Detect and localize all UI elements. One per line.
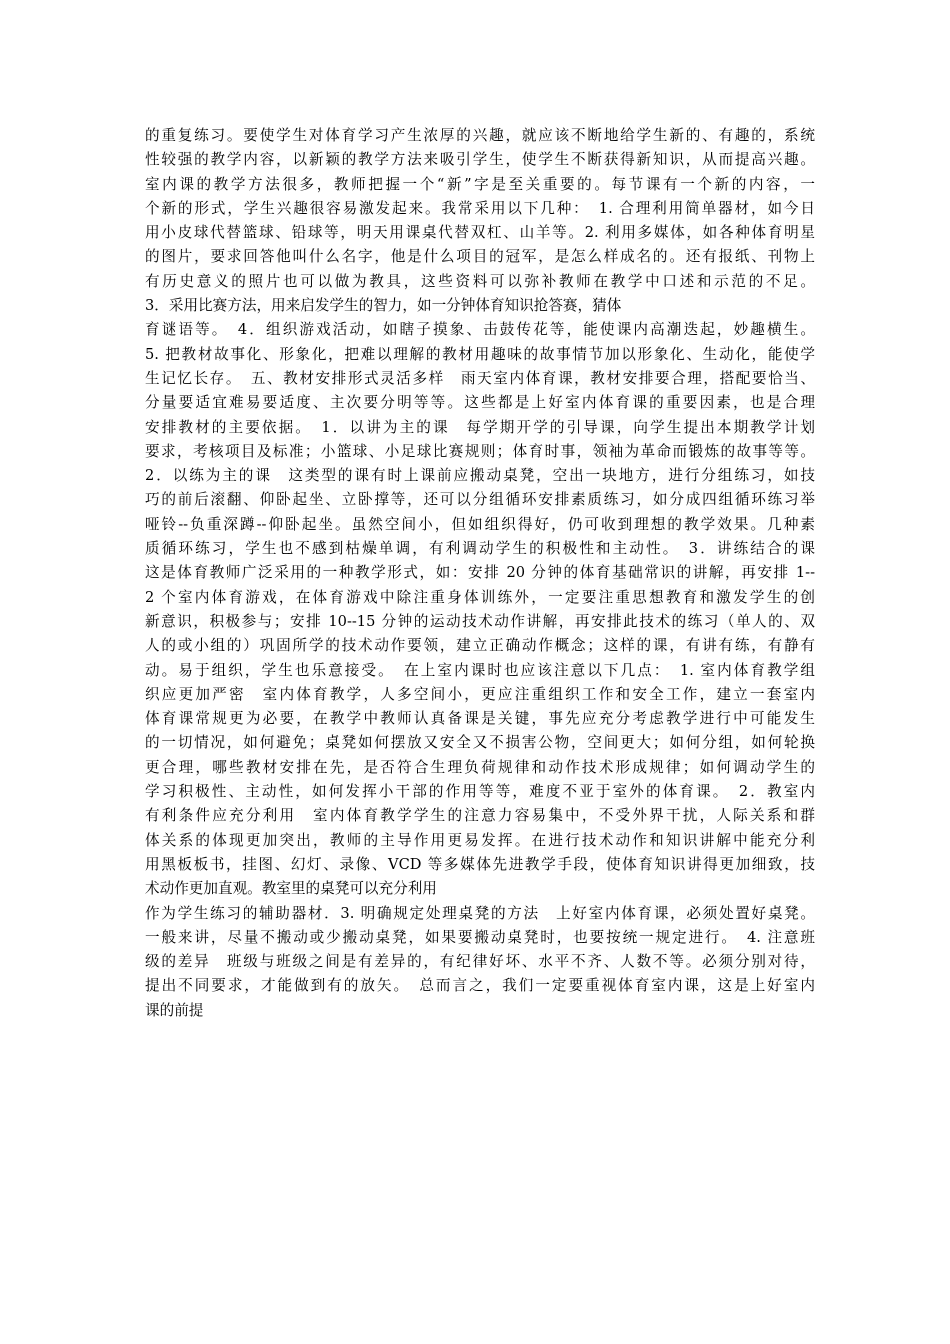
text-line: 一般来讲，尽量不搬动或少搬动桌凳，如果要搬动桌凳时，也要按统一规定进行。 4. 注意班 (145, 928, 815, 946)
text-line: 5. 把教材故事化、形象化，把难以理解的教材用趣味的故事情节加以形象化、生动化，能使学 (145, 345, 815, 363)
text-line: 3．采用比赛方法，用来启发学生的智力，如一分钟体育知识抢答赛，猜体 (145, 297, 622, 315)
body-text (145, 124, 815, 1023)
text-line: 巧的前后滚翻、仰卧起坐、立卧撑等，还可以分组循环安排素质练习，如分成四组循环练习举 (145, 491, 815, 509)
text-line: 安排教材的主要依据。 1．以讲为主的课 每学期开学的引导课，向学生提出本期教学计划 (145, 418, 815, 436)
text-line: 哑铃--负重深蹲--仰卧起坐。虽然空间小，但如组织得好，仍可收到理想的教学效果。几种素 (145, 515, 815, 533)
text-line: 2．以练为主的课 这类型的课有时上课前应搬动桌凳，空出一块地方，进行分组练习，如技 (145, 467, 815, 485)
text-line: 级的差异 班级与班级之间是有差异的，有纪律好坏、水平不齐、人数不等。必须分别对待， (145, 953, 815, 971)
text-line: 课的前提 (145, 1001, 204, 1019)
text-line: 提出不同要求，才能做到有的放矢。 总而言之，我们一定要重视体育室内课，这是上好室内 (145, 977, 815, 995)
text-line: 有历史意义的照片也可以做为教具，这些资料可以弥补教师在教学中口述和示范的不足。 (145, 272, 815, 290)
text-line: 的一切情况，如何避免；桌凳如何摆放又安全又不损害公物，空间更大；如何分组，如何轮换 (145, 734, 815, 752)
text-line: 术动作更加直观。教室里的桌凳可以充分利用 (145, 880, 437, 898)
text-line: 要求，考核项目及标准；小篮球、小足球比赛规则；体育时事，领袖为革命而锻炼的故事等等。 (145, 442, 815, 460)
text-line: 更合理，哪些教材安排在先，是否符合生理负荷规律和动作技术形成规律；如何调动学生的 (145, 758, 815, 776)
text-line: 用黑板板书，挂图、幻灯、录像、VCD 等多媒体先进教学手段，使体育知识讲得更加细致，技 (145, 855, 815, 873)
text-line: 生记忆长存。 五、教材安排形式灵活多样 雨天室内体育课，教材安排要合理，搭配要恰当、 (145, 369, 815, 387)
text-line: 室内课的教学方法很多，教师把握一个“新”字是至关重要的。每节课有一个新的内容，一 (145, 175, 815, 193)
text-line: 有利条件应充分利用 室内体育教学学生的注意力容易集中，不受外界干扰，人际关系和群 (145, 807, 815, 825)
text-line: 作为学生练习的辅助器材．3. 明确规定处理桌凳的方法 上好室内体育课，必须处置好桌凳。 (145, 904, 815, 922)
text-line: 用小皮球代替篮球、铅球等，明天用课桌代替双杠、山羊等。2. 利用多媒体，如各种体育明星 (145, 224, 815, 242)
text-line: 织应更加严密 室内体育教学，人多空间小，更应注重组织工作和安全工作，建立一套室内 (145, 685, 815, 703)
text-line: 的图片，要求回答他叫什么名字，他是什么项目的冠军，是怎么样成名的。还有报纸、刊物上 (145, 248, 815, 266)
text-line: 学习积极性、主动性，如何发挥小干部的作用等等，难度不亚于室外的体育课。 2．教室内 (145, 783, 815, 801)
text-line: 动。易于组织，学生也乐意接受。 在上室内课时也应该注意以下几点： 1. 室内体育教学组 (145, 661, 815, 679)
text-line: 育谜语等。 4．组织游戏活动，如瞎子摸象、击鼓传花等，能使课内高潮迭起，妙趣横生。 (145, 321, 815, 339)
text-line: 体育课常规更为必要，在教学中教师认真备课是关键，事先应充分考虑教学进行中可能发生 (145, 710, 815, 728)
text-line: 2 个室内体育游戏，在体育游戏中除注重身体训练外，一定要注重思想教育和激发学生的创 (145, 588, 815, 606)
text-line: 新意识，积极参与；安排 10--15 分钟的运动技术动作讲解，再安排此技术的练习（单人的、双 (145, 612, 815, 630)
text-line: 质循环练习，学生也不感到枯燥单调，有利调动学生的积极性和主动性。 3．讲练结合的课 (145, 540, 815, 558)
text-line: 分量要适宜难易要适度、主次要分明等等。这些都是上好室内体育课的重要因素，也是合理 (145, 394, 815, 412)
text-line: 这是体育教师广泛采用的一种教学形式，如：安排 20 分钟的体育基础常识的讲解，再安排 1-- (145, 564, 815, 582)
text-line: 的重复练习。要使学生对体育学习产生浓厚的兴趣，就应该不断地给学生新的、有趣的，系统 (145, 127, 815, 144)
text-line: 个新的形式，学生兴趣很容易激发起来。我常采用以下几种： 1. 合理利用简单器材，如今日 (145, 199, 815, 217)
text-line: 性较强的教学内容，以新颖的教学方法来吸引学生，使学生不断获得新知识，从而提高兴趣。 (145, 151, 815, 169)
text-line: 体关系的体现更加突出，教师的主导作用更易发挥。在进行技术动作和知识讲解中能充分利 (145, 831, 815, 849)
text-line: 人的或小组的）巩固所学的技术动作要领，建立正确动作概念；这样的课，有讲有练，有静有 (145, 637, 815, 655)
